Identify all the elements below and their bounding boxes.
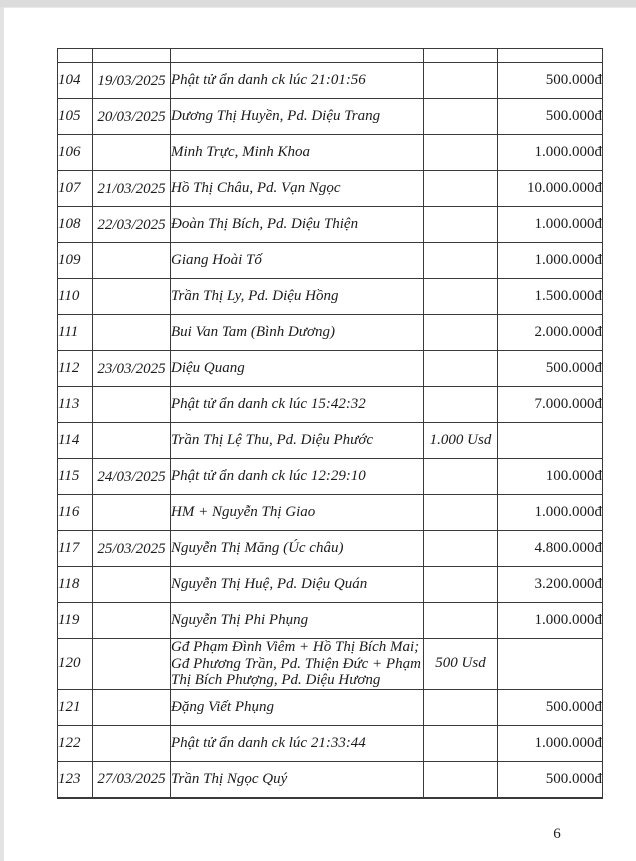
table-row: [58, 639, 603, 690]
row-usd-amount: [424, 725, 498, 761]
row-id: 116: [58, 495, 93, 531]
row-id: 120: [58, 639, 93, 690]
donation-table: [57, 48, 603, 799]
row-date: 23/03/2025: [93, 351, 171, 387]
row-date: 25/03/2025: [93, 531, 171, 567]
table-row: [58, 531, 603, 567]
row-donor-name: Đoàn Thị Bích, Pd. Diệu Thiện: [171, 207, 424, 243]
spacer-row: [58, 49, 603, 63]
row-donor-name: Trần Thị Ngọc Quý: [171, 761, 424, 798]
viewer-left-edge: [0, 7, 4, 861]
spacer-cell: [171, 49, 424, 63]
row-vnd-amount: 1.000.000đ: [498, 725, 603, 761]
row-donor-name: Nguyễn Thị Huệ, Pd. Diệu Quán: [171, 567, 424, 603]
row-id: 114: [58, 423, 93, 459]
row-id: 112: [58, 351, 93, 387]
donation-table-body: [58, 49, 603, 798]
row-vnd-amount: [498, 423, 603, 459]
row-vnd-amount: 7.000.000đ: [498, 387, 603, 423]
table-row: [58, 423, 603, 459]
viewer-top-edge: [0, 0, 636, 8]
row-donor-name: Hồ Thị Châu, Pd. Vạn Ngọc: [171, 171, 424, 207]
row-usd-amount: [424, 135, 498, 171]
row-usd-amount: [424, 387, 498, 423]
row-vnd-amount: 500.000đ: [498, 761, 603, 798]
row-date: [93, 603, 171, 639]
row-donor-name: Giang Hoài Tố: [171, 243, 424, 279]
row-usd-amount: [424, 761, 498, 798]
table-row: [58, 315, 603, 351]
row-usd-amount: [424, 171, 498, 207]
table-row: [58, 603, 603, 639]
spacer-cell: [93, 49, 171, 63]
row-id: 123: [58, 761, 93, 798]
row-vnd-amount: 500.000đ: [498, 689, 603, 725]
table-row: [58, 459, 603, 495]
row-vnd-amount: 4.800.000đ: [498, 531, 603, 567]
row-usd-amount: [424, 459, 498, 495]
row-vnd-amount: 500.000đ: [498, 63, 603, 99]
spacer-cell: [58, 49, 93, 63]
table-row: [58, 725, 603, 761]
row-donor-name: Trần Thị Lệ Thu, Pd. Diệu Phước: [171, 423, 424, 459]
row-donor-name: Minh Trực, Minh Khoa: [171, 135, 424, 171]
row-vnd-amount: 1.000.000đ: [498, 495, 603, 531]
row-date: [93, 387, 171, 423]
row-usd-amount: [424, 603, 498, 639]
row-id: 109: [58, 243, 93, 279]
row-date: 21/03/2025: [93, 171, 171, 207]
row-donor-name: Gđ Phạm Đình Viêm + Hồ Thị Bích Mai; Gđ Phương Trần, Pd. Thiện Đức + Phạm Thị Bích Phượng, Pd. Diệu Hương: [171, 639, 424, 690]
row-donor-name: Nguyễn Thị Măng (Úc châu): [171, 531, 424, 567]
row-donor-name: Dương Thị Huyền, Pd. Diệu Trang: [171, 99, 424, 135]
row-usd-amount: 1.000 Usd: [424, 423, 498, 459]
page-number: 6: [553, 826, 561, 842]
row-date: [93, 689, 171, 725]
row-usd-amount: [424, 207, 498, 243]
row-donor-name: Phật tử ẩn danh ck lúc 21:33:44: [171, 725, 424, 761]
row-usd-amount: [424, 243, 498, 279]
table-row: [58, 243, 603, 279]
row-vnd-amount: 3.200.000đ: [498, 567, 603, 603]
row-date: [93, 243, 171, 279]
row-vnd-amount: [498, 639, 603, 690]
row-usd-amount: [424, 495, 498, 531]
row-date: [93, 495, 171, 531]
row-date: 24/03/2025: [93, 459, 171, 495]
row-id: 121: [58, 689, 93, 725]
row-usd-amount: [424, 279, 498, 315]
table-row: [58, 689, 603, 725]
table-row: [58, 207, 603, 243]
row-date: [93, 567, 171, 603]
row-vnd-amount: 1.000.000đ: [498, 207, 603, 243]
spacer-cell: [498, 49, 603, 63]
row-usd-amount: [424, 567, 498, 603]
row-vnd-amount: 1.000.000đ: [498, 243, 603, 279]
row-usd-amount: [424, 99, 498, 135]
row-date: [93, 423, 171, 459]
row-donor-name: Phật tử ẩn danh ck lúc 15:42:32: [171, 387, 424, 423]
row-vnd-amount: 500.000đ: [498, 351, 603, 387]
row-usd-amount: 500 Usd: [424, 639, 498, 690]
table-row: [58, 63, 603, 99]
row-donor-name: Nguyễn Thị Phi Phụng: [171, 603, 424, 639]
row-date: [93, 279, 171, 315]
row-id: 111: [58, 315, 93, 351]
row-date: [93, 135, 171, 171]
row-donor-name: Phật tử ẩn danh ck lúc 12:29:10: [171, 459, 424, 495]
row-id: 113: [58, 387, 93, 423]
row-usd-amount: [424, 315, 498, 351]
table-row: [58, 761, 603, 798]
row-id: 119: [58, 603, 93, 639]
row-id: 115: [58, 459, 93, 495]
row-vnd-amount: 1.000.000đ: [498, 603, 603, 639]
row-id: 118: [58, 567, 93, 603]
row-donor-name: Diệu Quang: [171, 351, 424, 387]
row-date: [93, 315, 171, 351]
row-id: 108: [58, 207, 93, 243]
row-usd-amount: [424, 63, 498, 99]
row-id: 106: [58, 135, 93, 171]
row-date: 22/03/2025: [93, 207, 171, 243]
row-date: 19/03/2025: [93, 63, 171, 99]
row-donor-name: Bui Van Tam (Bình Dương): [171, 315, 424, 351]
row-vnd-amount: 1.500.000đ: [498, 279, 603, 315]
row-vnd-amount: 2.000.000đ: [498, 315, 603, 351]
row-date: [93, 639, 171, 690]
table-row: [58, 135, 603, 171]
row-id: 117: [58, 531, 93, 567]
table-row: [58, 171, 603, 207]
row-date: [93, 725, 171, 761]
row-id: 105: [58, 99, 93, 135]
spacer-cell: [424, 49, 498, 63]
table-row: [58, 99, 603, 135]
row-vnd-amount: 1.000.000đ: [498, 135, 603, 171]
row-usd-amount: [424, 351, 498, 387]
row-usd-amount: [424, 689, 498, 725]
table-row: [58, 351, 603, 387]
row-donor-name: HM + Nguyễn Thị Giao: [171, 495, 424, 531]
row-id: 107: [58, 171, 93, 207]
row-usd-amount: [424, 531, 498, 567]
table-row: [58, 495, 603, 531]
row-id: 110: [58, 279, 93, 315]
row-date: 27/03/2025: [93, 761, 171, 798]
row-donor-name: Phật tử ẩn danh ck lúc 21:01:56: [171, 63, 424, 99]
table-row: [58, 279, 603, 315]
row-donor-name: Đặng Viết Phụng: [171, 689, 424, 725]
row-date: 20/03/2025: [93, 99, 171, 135]
row-vnd-amount: 10.000.000đ: [498, 171, 603, 207]
row-id: 122: [58, 725, 93, 761]
row-donor-name: Trần Thị Ly, Pd. Diệu Hồng: [171, 279, 424, 315]
table-row: [58, 567, 603, 603]
row-vnd-amount: 500.000đ: [498, 99, 603, 135]
table-row: [58, 387, 603, 423]
row-vnd-amount: 100.000đ: [498, 459, 603, 495]
row-id: 104: [58, 63, 93, 99]
